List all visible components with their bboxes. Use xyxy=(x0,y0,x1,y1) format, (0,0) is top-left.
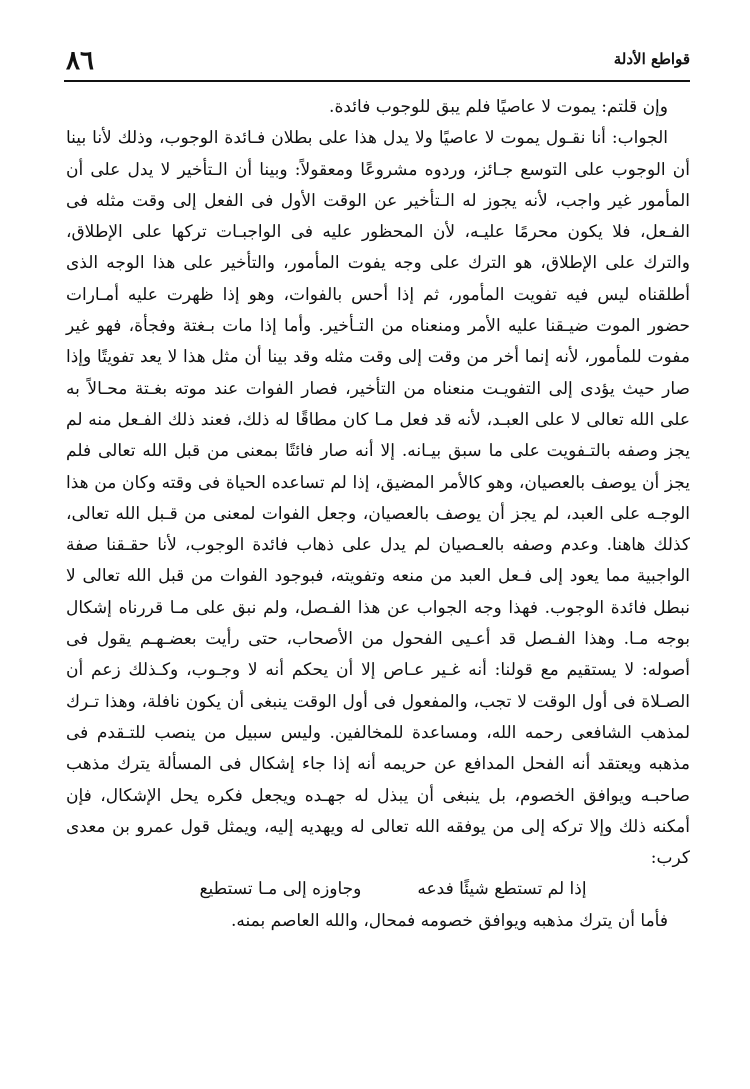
header-divider xyxy=(64,80,690,82)
paragraph-objection: وإن قلتم: يموت لا عاصيًا فلم يبق للوجوب فائدة. xyxy=(329,97,668,117)
book-title: قواطع الأدلة xyxy=(613,50,690,68)
paragraph-answer: الجواب: أنا نقـول يموت لا عاصيًا ولا يدل هذا على بطلان فـائدة الوجوب، وذلك لأنا بينا أن الوجوب على التوسع جـائز، وردوه مشروعًا ومعقولاً: وبينا أن الـتأخير لا يدل على أن المأمور غير واجب، لأنه يجوز له الـتأخير عن الوقت الأول فى الفعل إلى وقت مثله فى الفـعل، فلا يكون محرمًا عليـه، لأن المحظور عليه فى الواجبـات تركها على الإطلاق، والترك على الإطلاق، هو الترك على وجه يفوت المأمور، والتأخير على هذا الوجه الذى أطلقناه ليس فيه تفويت المأمور، ثم إذا أحس بالفوات، وهو إذا ظهرت عليه أمـارات حضور الموت ضيـقنا عليه الأمر ومنعناه من التـأخير. وأما إذا مات بـغتة وفجأة، فهو غير مفوت للمأمور، لأنه إنما أخر من وقت إلى وقت مثله وقد بينا أن مثل هذا لا يعد تفويتًا وإذا صار حيث يؤدى إلى التفويـت منعناه من التأخير، فصار الفوات عند موته بغـتة محـالاً به على الله تعالى لا على العبـد، لأنه قد فعل مـا كان مطاقًا له ذلك، فعند ذلك الفـعل منه لم يجز وصفه بالتـفويت على ما سبق بيـانه. إلا أنه صار فائتًا بمعنى من قبل الله تعالى فلم يجز أن يوصف بالعصيان، وهو كالأمر المضيق، إذا لم تساعده الحياة فى وقته وكان من هذا الوجـه على العبد، لم يجز أن يوصف بالعصيان، وجعل الفوات لمعنى من قـبل الله تعالى، كذلك هاهنا. وعدم وصفه بالعـصيان لم يدل على ذهاب فائدة الوجوب، لأنا حقـقنا صفة الواجبية مما يعود إلى فـعل العبد من منعه وتفويته، فبوجود الفوات من قبل الله تعالى لا نبطل فائدة الوجوب. فهذا وجه الجواب عن هذا الفـصل، ولم نبق على مـا قررناه إشكال بوجه مـا. وهذا الفـصل قد أعـيى الفحول من الأصحاب، حتى رأيت بعضـهـم يقول فى أصوله: لا يستقيم مع قولنا: أنه غـير عـاص إلا أن يحكم أنه لا وجـوب، وكـذلك زعم أن الصـلاة فى أول الوقت لا تجب، والمفعول فى أول الوقت ينبغى أن يكون نافلة، وهذا تـرك لمذهب الشافعى رحمه الله، ومساعدة للمخالفين. وليس سبيل من ينصب للتـقدم فى مذهبه ويعتقد أنه الفحل المدافع عن حريمه أنه إذا جاء إشكال فى المسألة يترك مذهب صاحبـه ويوافق الخصوم، بل ينبغى أن يبذل له جهـده ويجعل فكره يحل الإشكال، فإن أمكنه ذلك وإلا تركه إلى من يوفقه الله تعالى له ويهديه إليه، ويمثل قول عمرو بن معدى كرب: xyxy=(66,128,690,869)
verse-second-hemistich: وجاوزه إلى مـا تستطيع xyxy=(199,879,362,900)
verse-first-hemistich: إذا لم تستطع شيئًا فدعه xyxy=(417,879,587,900)
page-number: ٨٦ xyxy=(66,46,94,76)
paragraph-closing: فأما أن يترك مذهبه ويوافق خصومه فمحال، والله العاصم بمنه. xyxy=(231,910,668,931)
main-text xyxy=(66,92,690,937)
page-header xyxy=(64,44,690,78)
poetry-verse xyxy=(66,874,690,905)
